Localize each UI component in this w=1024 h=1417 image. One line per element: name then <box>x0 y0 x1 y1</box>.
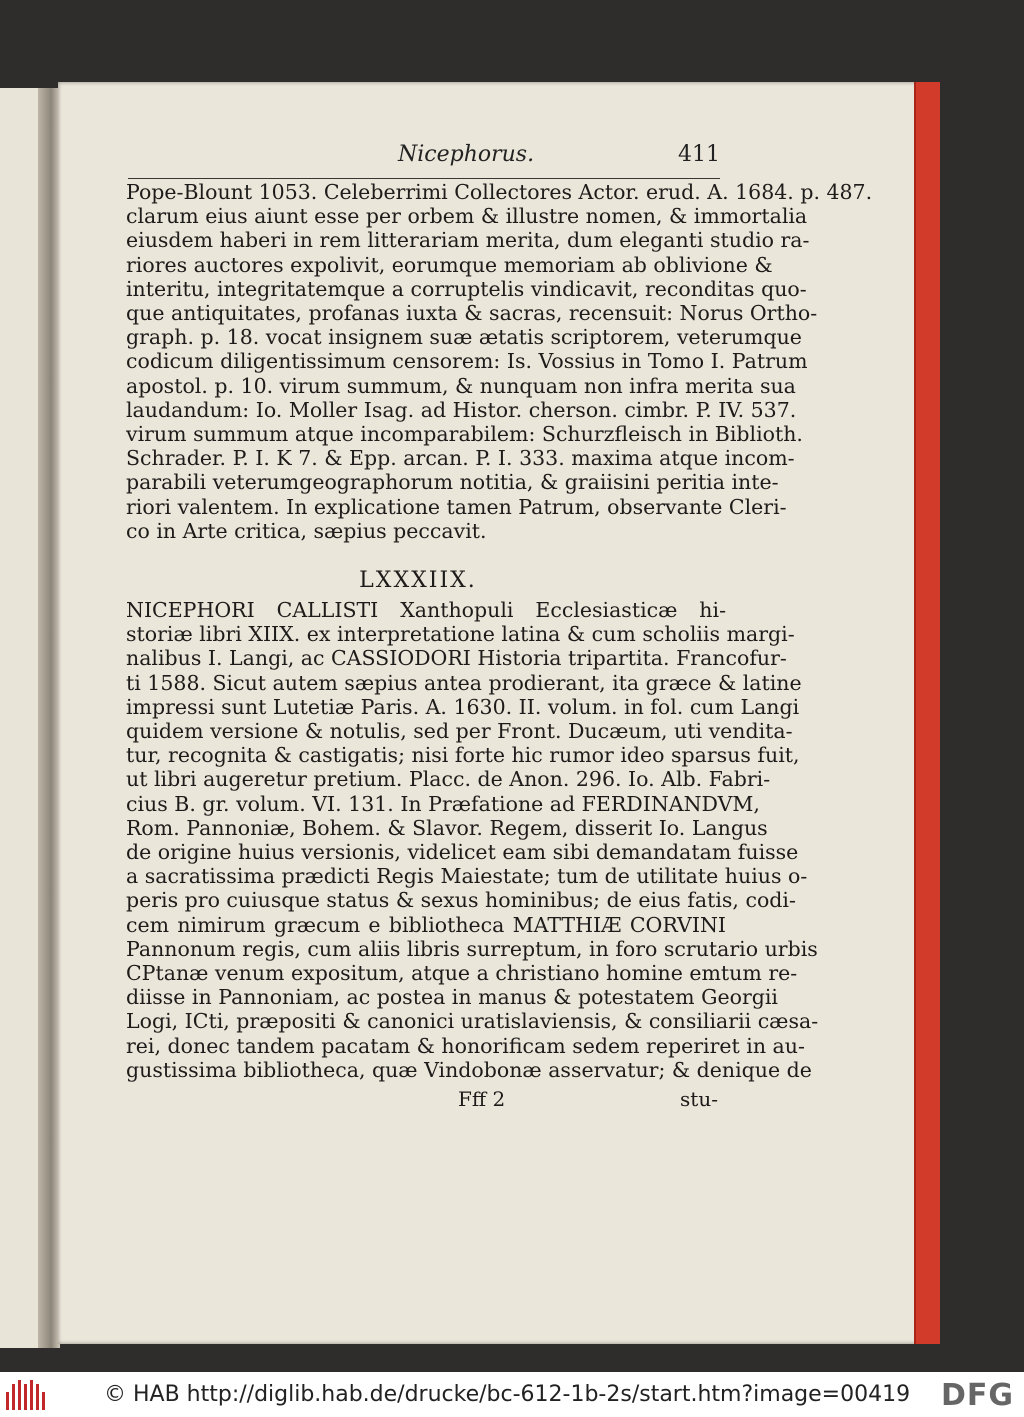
text-line: storiæ libri XIIX. ex interpretatione latina & cum scholiis margi- <box>126 622 795 647</box>
text-line: eiusdem haberi in rem litterariam merita, dum eleganti studio ra- <box>126 228 810 253</box>
signature-mark: Fff 2 <box>458 1087 506 1111</box>
text-line: cius B. gr. volum. VI. 131. In Præfatione ad FERDINANDVM, <box>126 791 760 816</box>
section-text <box>126 598 819 1082</box>
text-line: tur, recognita & castigatis; nisi forte hic rumor ideo sparsus fuit, <box>126 743 800 768</box>
text-line: cem nimirum græcum e bibliotheca MATTHIÆ CORVINI <box>126 912 726 937</box>
body-text <box>126 180 873 543</box>
text-line: Pope-Blount 1053. Celeberrimi Collectores Actor. erud. A. 1684. p. 487. <box>126 180 873 204</box>
text-line: interitu, integritatemque a corruptelis vindicavit, reconditas quo- <box>126 276 807 301</box>
text-line: clarum eius aiunt esse per orbem & illustre nomen, & immortalia <box>126 204 808 229</box>
catchword: stu- <box>680 1087 718 1111</box>
text-line: riori valentem. In explicatione tamen Patrum, observante Cleri- <box>126 494 787 519</box>
text-line: apostol. p. 10. virum summum, & nunquam non infra merita sua <box>126 373 796 398</box>
text-line: Schrader. P. I. K 7. & Epp. arcan. P. I. 333. maxima atque incom- <box>126 446 795 471</box>
text-line: Pannonum regis, cum aliis libris surreptum, in foro scrutario urbis <box>126 936 818 961</box>
running-head-title: Nicephorus. <box>398 142 535 167</box>
text-line: quidem versione & notulis, sed per Front. Ducæum, uti vendita- <box>126 719 793 744</box>
text-line: NICEPHORI CALLISTI Xanthopuli Ecclesiasticæ hi- <box>126 598 726 622</box>
text-line: ut libri augeretur pretium. Placc. de Anon. 296. Io. Alb. Fabri- <box>126 767 771 792</box>
dfg-logo[interactable]: DFG <box>940 1378 1014 1413</box>
text-line: nalibus I. Langi, ac CASSIODORI Historia tripartita. Francofur- <box>126 646 787 671</box>
text-line: laudandum: Io. Moller Isag. ad Histor. cherson. cimbr. P. IV. 537. <box>126 397 797 422</box>
book-page <box>58 82 920 1344</box>
text-line: Rom. Pannoniæ, Bohem. & Slavor. Regem, disserit Io. Langus <box>126 815 768 840</box>
section-heading: LXXXIIX. <box>359 568 477 593</box>
text-line: a sacratissima prædicti Regis Maiestate; tum de utilitate huius o- <box>126 864 808 889</box>
red-page-edge <box>914 82 940 1344</box>
page-foot <box>118 1087 718 1115</box>
page-number: 411 <box>678 142 720 167</box>
text-line: de origine huius versionis, videlicet eam sibi demandatam fuisse <box>126 840 799 865</box>
text-line: parabili veterumgeographorum notitia, & graiisini peritia inte- <box>126 470 779 495</box>
text-line: Logi, ICti, præpositi & canonici uratislaviensis, & consiliarii cæsa- <box>126 1009 819 1034</box>
hab-logo-icon[interactable] <box>6 1380 46 1410</box>
running-head <box>128 140 720 179</box>
text-line: virum summum atque incomparabilem: Schurzfleisch in Biblioth. <box>126 422 803 447</box>
text-line: co in Arte critica, sæpius peccavit. <box>126 518 487 543</box>
text-line: CPtanæ venum expositum, atque a christiano homine emtum re- <box>126 961 798 986</box>
footer-link[interactable]: © HAB http://diglib.hab.de/drucke/bc-612-1b-2s/start.htm?image=00419 <box>104 1382 911 1407</box>
viewer-footer <box>0 1372 1024 1417</box>
text-line: riores auctores expolivit, eorumque memoriam ab oblivione & <box>126 252 773 277</box>
text-line: peris pro cuiusque status & sexus hominibus; de eius fatis, codi- <box>126 888 796 913</box>
text-line: codicum diligentissimum censorem: Is. Vossius in Tomo I. Patrum <box>126 349 808 374</box>
text-line: rei, donec tandem pacatam & honorificam sedem reperiret in au- <box>126 1033 805 1058</box>
text-line: que antiquitates, profanas iuxta & sacras, recensuit: Norus Ortho- <box>126 301 818 326</box>
text-line: impressi sunt Lutetiæ Paris. A. 1630. II. volum. in fol. cum Langi <box>126 694 800 719</box>
text-line: ti 1588. Sicut autem sæpius antea prodierant, ita græce & latine <box>126 670 802 695</box>
book-gutter <box>38 88 60 1348</box>
text-line: graph. p. 18. vocat insignem suæ ætatis scriptorem, veterumque <box>126 325 802 350</box>
text-line: gustissima bibliotheca, quæ Vindobonæ asservatur; & denique de <box>126 1057 812 1082</box>
text-line: diisse in Pannoniam, ac postea in manus & potestatem Georgii <box>126 985 778 1010</box>
